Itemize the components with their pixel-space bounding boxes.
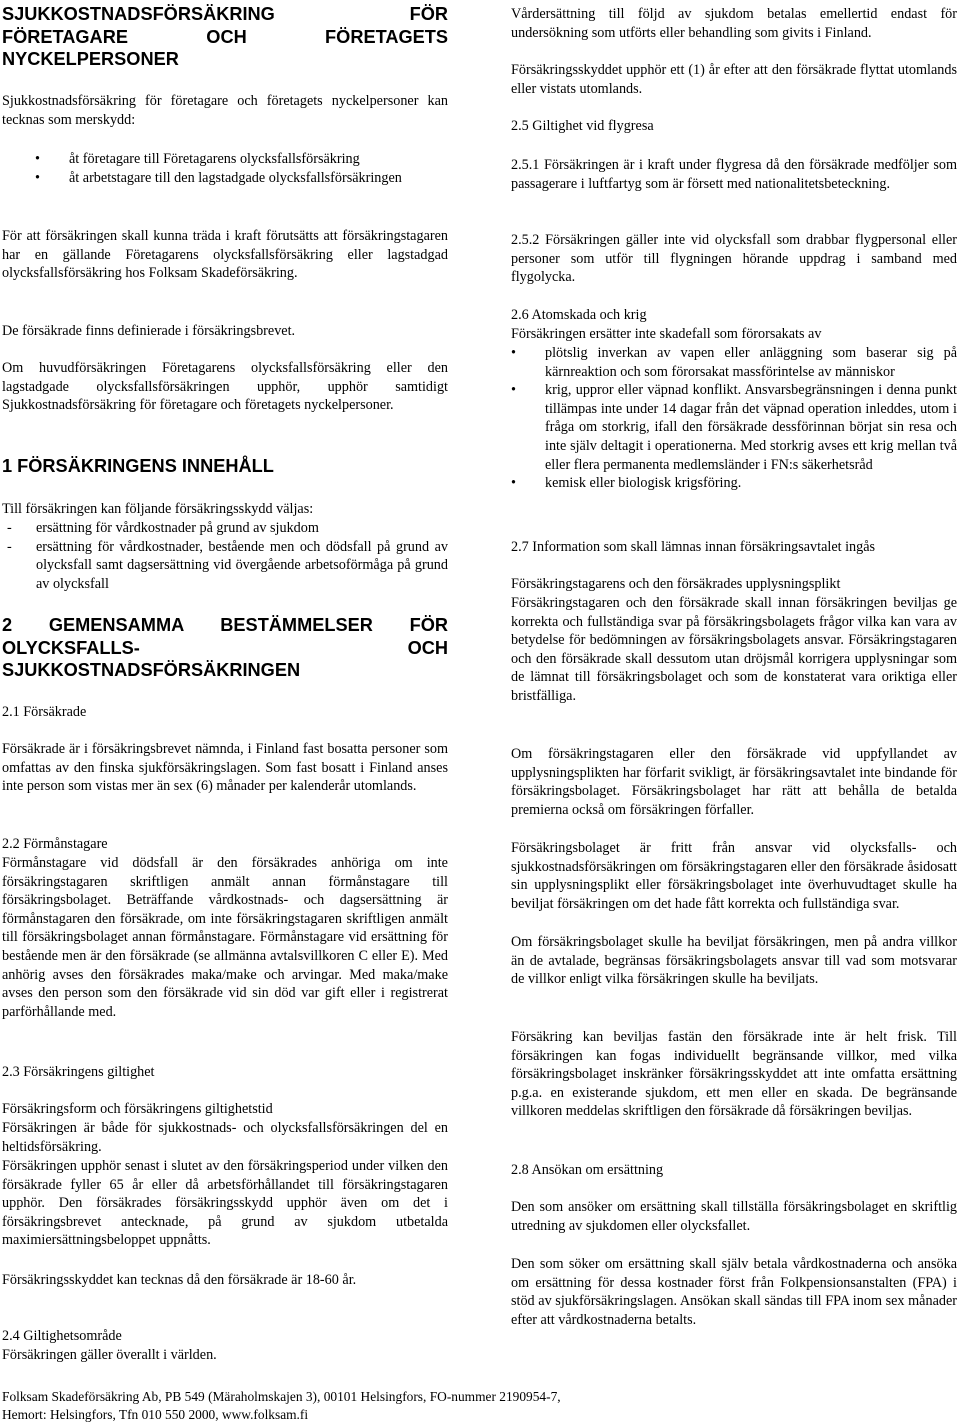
- subheading-2-7: 2.7 Information som skall lämnas innan försäkringsavtalet ingås: [511, 539, 876, 555]
- section-heading-innehall: 1 FÖRSÄKRINGENS INNEHÅLL: [2, 456, 274, 476]
- paragraph-vard: Vårdersättning till följd av sjukdom betalas emellertid endast för undersökning som utförts eller behandling som givits i Finland.: [511, 6, 957, 41]
- paragraph-2-7-c: Försäkringsbolaget är fritt från ansvar vid olycksfalls- och sjukkostnadsförsäkringen om försäkringstagaren eller den försäkrade åsidosatt sin upplysningsplikt eller försäkringsbolaget inte överhuvudtaget skulle ha beviljat försäkringen om det hade fått korrekta och fullständiga svar.: [511, 840, 957, 912]
- section-heading-gemensamma: 2 GEMENSAMMA BESTÄMMELSER FÖR OLYCKSFALLS- OCH SJUKKOSTNADSFÖRSÄKRINGEN: [2, 615, 448, 680]
- subheading-2-1: 2.1 Försäkrade: [2, 704, 87, 720]
- paragraph-2-4: Försäkringen gäller överallt i världen.: [2, 1347, 217, 1363]
- subheading-2-5: 2.5 Giltighet vid flygresa: [511, 118, 654, 134]
- intro-bullet-item: • åt företagare till Företagarens olycksfallsförsäkring: [35, 151, 360, 167]
- subheading-2-4: 2.4 Giltighetsområde: [2, 1328, 122, 1344]
- page-footer: [2, 1388, 952, 1425]
- paragraph-2-6: Försäkringen ersätter inte skadefall som förorsakats av: [511, 326, 822, 342]
- paragraph-2-1: Försäkrade är i försäkringsbrevet nämnda, i Finland fast bosatta personer som omfattas av den finska sjukförsäkringslagen. Som fast bosatt i Finland anses inte person som vistas mer än sex (6) månader per kalenderår utomlands.: [2, 741, 448, 795]
- title-line-3: NYCKELPERSONER: [2, 49, 179, 69]
- subheading-2-3: 2.3 Försäkringens giltighet: [2, 1064, 155, 1080]
- subheading-2-6: 2.6 Atomskada och krig: [511, 307, 647, 323]
- paragraph-2-7-e: Försäkring kan beviljas fastän den försäkrade inte är helt frisk. Till försäkringen kan fogas individuellt begränsande villkor, med vilka försäkringsbolaget inskränker försäkringsskyddet att inte omfatta ersättning p.g.a. en existerande sjukdom, ett men eller en skada. De begränsande villkoren meddelas skriftligen den försäkrade då försäkringen beviljas.: [511, 1029, 957, 1120]
- paragraph-2-8-a: Den som ansöker om ersättning skall tillställa försäkringsbolaget en skriftlig utredning av sjukdomen eller olycksfallet.: [511, 1199, 957, 1234]
- war-bullet-list: [511, 344, 957, 493]
- paragraph-2-7-d: Om försäkringsbolaget skulle ha beviljat försäkringen, men på andra villkor än de avtalade, begränsas försäkringsbolagets ansvar till vad som motsvarar de villkor enligt vilka försäkringen skulle ha beviljats.: [511, 934, 957, 988]
- footer-line-1: Folksam Skadeförsäkring Ab, PB 549 (Märaholmskajen 3), 00101 Helsingfors, FO-nummer 2190954-7,: [2, 1389, 561, 1404]
- paragraph-2-7-a: Försäkringstagaren och den försäkrade skall innan försäkringen beviljas ge korrekta och fullständiga svar på försäkringsbolagets frågor vilka kan vara av betydelse för bedömningen av försäkringsbolagets ansvar. Försäkringstagaren och den försäkrade skall dessutom utan dröjsmål korrigera upplysningar som de lämnat till försäkringsbolaget och som de konstaterat vara oriktiga eller bristfälliga.: [511, 595, 957, 704]
- paragraph-2-5-1: 2.5.1 Försäkringen är i kraft under flygresa då den försäkrade medföljer som passagerare i luftfartyg som är försett med nationalitetsbeteckning.: [511, 157, 957, 192]
- bullet-icon: •: [35, 151, 40, 167]
- paragraph-2-3-b: Försäkringen upphör senast i slutet av den försäkringsperiod under vilken den försäkrade fyller 65 år eller då arbetsförhållandet till försäkringstagaren upphör. Den försäkrades försäkringsskydd upphör även om det i försäkringsbrevet antecknade, på grund av sjukdom utbetalda maximiersättningsbeloppet uppnåtts.: [2, 1158, 448, 1249]
- paragraph-2-3-a: Försäkringen är både för sjukkostnads- och olycksfallsförsäkringen del en heltidsförsäkring.: [2, 1120, 448, 1155]
- paragraph-kraft: För att försäkringen skall kunna träda i kraft förutsätts att försäkringstagaren har en gällande Företagarens olycksfallsförsäkring eller lagstadgad olycksfallsförsäkring hos Folksam Skadeförsäkring.: [2, 228, 448, 282]
- paragraph-2-2: Förmånstagare vid dödsfall är den försäkrades anhöriga om inte försäkringstagaren skriftligen anmält annan förmånstagare till försäkringsbolaget. Beträffande vårdkostnads- och dagsersättning är förmånstagaren den försäkrade, om inte försäkringstagaren skriftligen anmält till försäkringsbolaget annan förmånstagare. Förmånstagare vid ersättning för bestående men är den försäkrade (se allmänna avtalsvillkoren C eller E). Med anhörig avses den försäkrades maka/make och arvingar. Med maka/make avses den person som den försäkrade vid sin död var gift eller i registrerat parförhållande med.: [2, 855, 448, 1020]
- paragraph-2-5-2: 2.5.2 Försäkringen gäller inte vid olycksfall som drabbar flygpersonal eller personer som utför till flygningen hörande uppdrag i samband med flygolycka.: [511, 232, 957, 286]
- title-line-2: FÖRETAGARE OCH FÖRETAGETS: [2, 26, 448, 47]
- paragraph-2-7-b: Om försäkringstagaren eller den försäkrade vid uppfyllandet av upplysningsplikten har förfarit svikligt, är försäkringsavtalet inte bindande för försäkringsbolaget. Försäkringsbolaget har rätt att behålla de betalda premierna också om försäkringen förfaller.: [511, 746, 957, 818]
- war-bullet-item: • kemisk eller biologisk krigsföring.: [511, 475, 742, 492]
- war-bullet-item: • krig, uppror eller väpnad konflikt. Ansvarsbegränsningen i denna punkt tillämpas inte under 14 dagar från det väpnad operation inleddes, utom i fråga om storkrig, ifall den försäkrade dessförinnan börjat sin resa och inte själv deltagit i operationerna. Med storkrig avses ett krig mellan två eller flera permanenta medlemsländer i FN:s säkerhetsråd: [511, 382, 957, 473]
- intro-bullet-item: • åt arbetstagare till den lagstadgade olycksfallsförsäkringen: [35, 169, 402, 186]
- paragraph-valjas: Till försäkringen kan följande försäkringsskydd väljas:: [2, 501, 314, 517]
- coverage-item: - ersättning för vårdkostnader på grund av sjukdom: [7, 520, 319, 536]
- paragraph-2-7-title: Försäkringstagarens och den försäkrades upplysningsplikt: [511, 576, 841, 592]
- paragraph-2-8-b: Den som söker om ersättning skall själv betala vårdkostnaderna och ansöka om ersättning för dessa kostnader först från Folkpensionsanstalten (FPA) i stöd av sjukförsäkringslagen. Ansökan skall sändas till FPA inom sex månader efter att vårdkostnaderna betalts.: [511, 1256, 957, 1328]
- bullet-icon: •: [511, 382, 516, 399]
- paragraph-2-3-title: Försäkringsform och försäkringens giltighetstid: [2, 1101, 273, 1117]
- paragraph-definierade: De försäkrade finns definierade i försäkringsbrevet.: [2, 323, 296, 339]
- coverage-item: - ersättning för vårdkostnader, bestående men och dödsfall på grund av olycksfall samt dagsersättning vid övergående arbetsoförmåga på grund av olycksfall: [7, 538, 448, 592]
- war-bullet-item: • plötslig inverkan av vapen eller anläggning som baserar sig på kärnreaktion och som förorsakat massförintelse av människor: [511, 345, 957, 380]
- document-title: [2, 3, 448, 71]
- title-line-1: SJUKKOSTNADSFÖRSÄKRING FÖR: [2, 4, 448, 24]
- bullet-icon: •: [511, 475, 516, 492]
- bullet-icon: •: [35, 169, 40, 186]
- intro-bullet-list: [35, 150, 448, 187]
- subheading-2-2: 2.2 Förmånstagare: [2, 836, 108, 852]
- coverage-dash-list: [2, 519, 448, 593]
- heading-line-2: OLYCKSFALLS- OCH: [2, 637, 448, 658]
- footer-line-2: Hemort: Helsingfors, Tfn 010 550 2000, www.folksam.fi: [2, 1407, 309, 1423]
- subheading-2-8: 2.8 Ansökan om ersättning: [511, 1162, 664, 1178]
- paragraph-2-3-c: Försäkringsskyddet kan tecknas då den försäkrade är 18-60 år.: [2, 1272, 357, 1288]
- paragraph-huvudforsakring: Om huvudförsäkringen Företagarens olycksfallsförsäkring eller den lagstadgade olycksfallsförsäkringen upphör, upphör samtidigt Sjukkostnadsförsäkring för företagare och företagets nyckelpersoner.: [2, 360, 448, 414]
- bullet-icon: •: [511, 345, 516, 361]
- intro-text: Sjukkostnadsförsäkring för företagare och företagets nyckelpersoner kan tecknas som merskydd:: [2, 93, 448, 128]
- paragraph-skydd: Försäkringsskyddet upphör ett (1) år efter att den försäkrade flyttat utomlands eller vistats utomlands.: [511, 62, 957, 97]
